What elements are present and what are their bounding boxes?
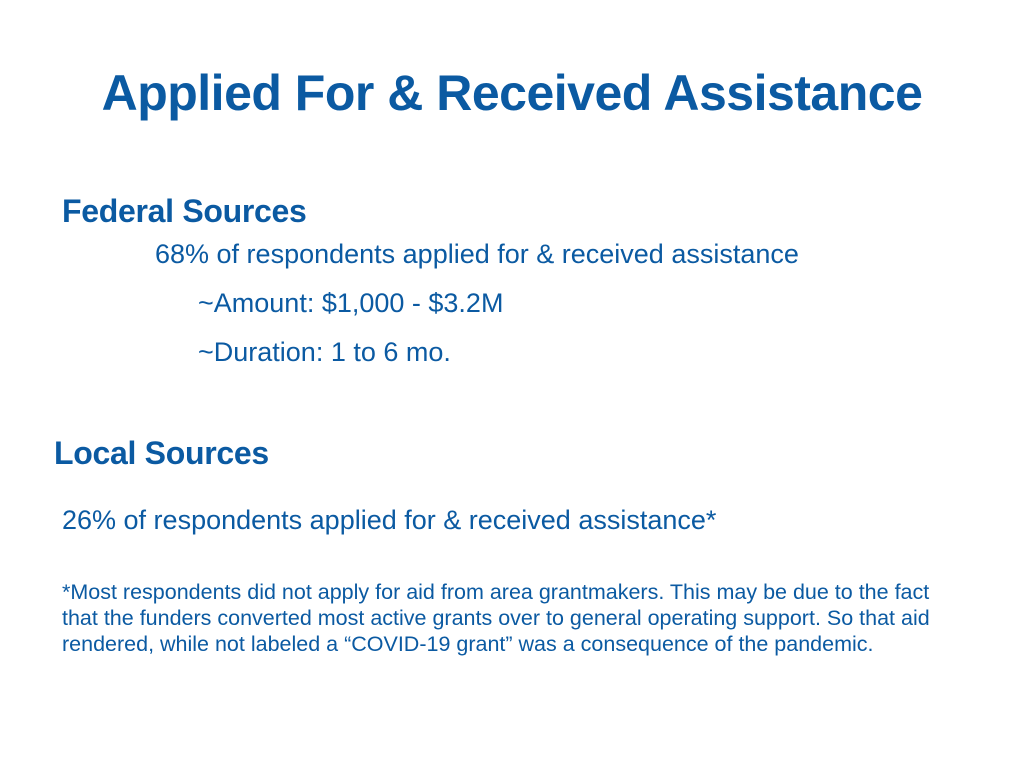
local-sources-heading: Local Sources <box>54 435 269 471</box>
local-footnote: *Most respondents did not apply for aid from area grantmakers. This may be due to the fact that the funders converted most active grants over to general operating support. So that aid rendered, while not labeled a “COVID-19 grant” was a consequence of the pandemic. <box>62 580 930 656</box>
federal-duration: ~Duration: 1 to 6 mo. <box>198 337 451 367</box>
slide-title: Applied For & Received Assistance <box>101 65 923 121</box>
local-stat: 26% of respondents applied for & received assistance* <box>62 505 717 535</box>
federal-amount: ~Amount: $1,000 - $3.2M <box>198 288 504 318</box>
federal-sources-heading: Federal Sources <box>62 193 307 229</box>
federal-stat: 68% of respondents applied for & received assistance <box>155 239 799 269</box>
